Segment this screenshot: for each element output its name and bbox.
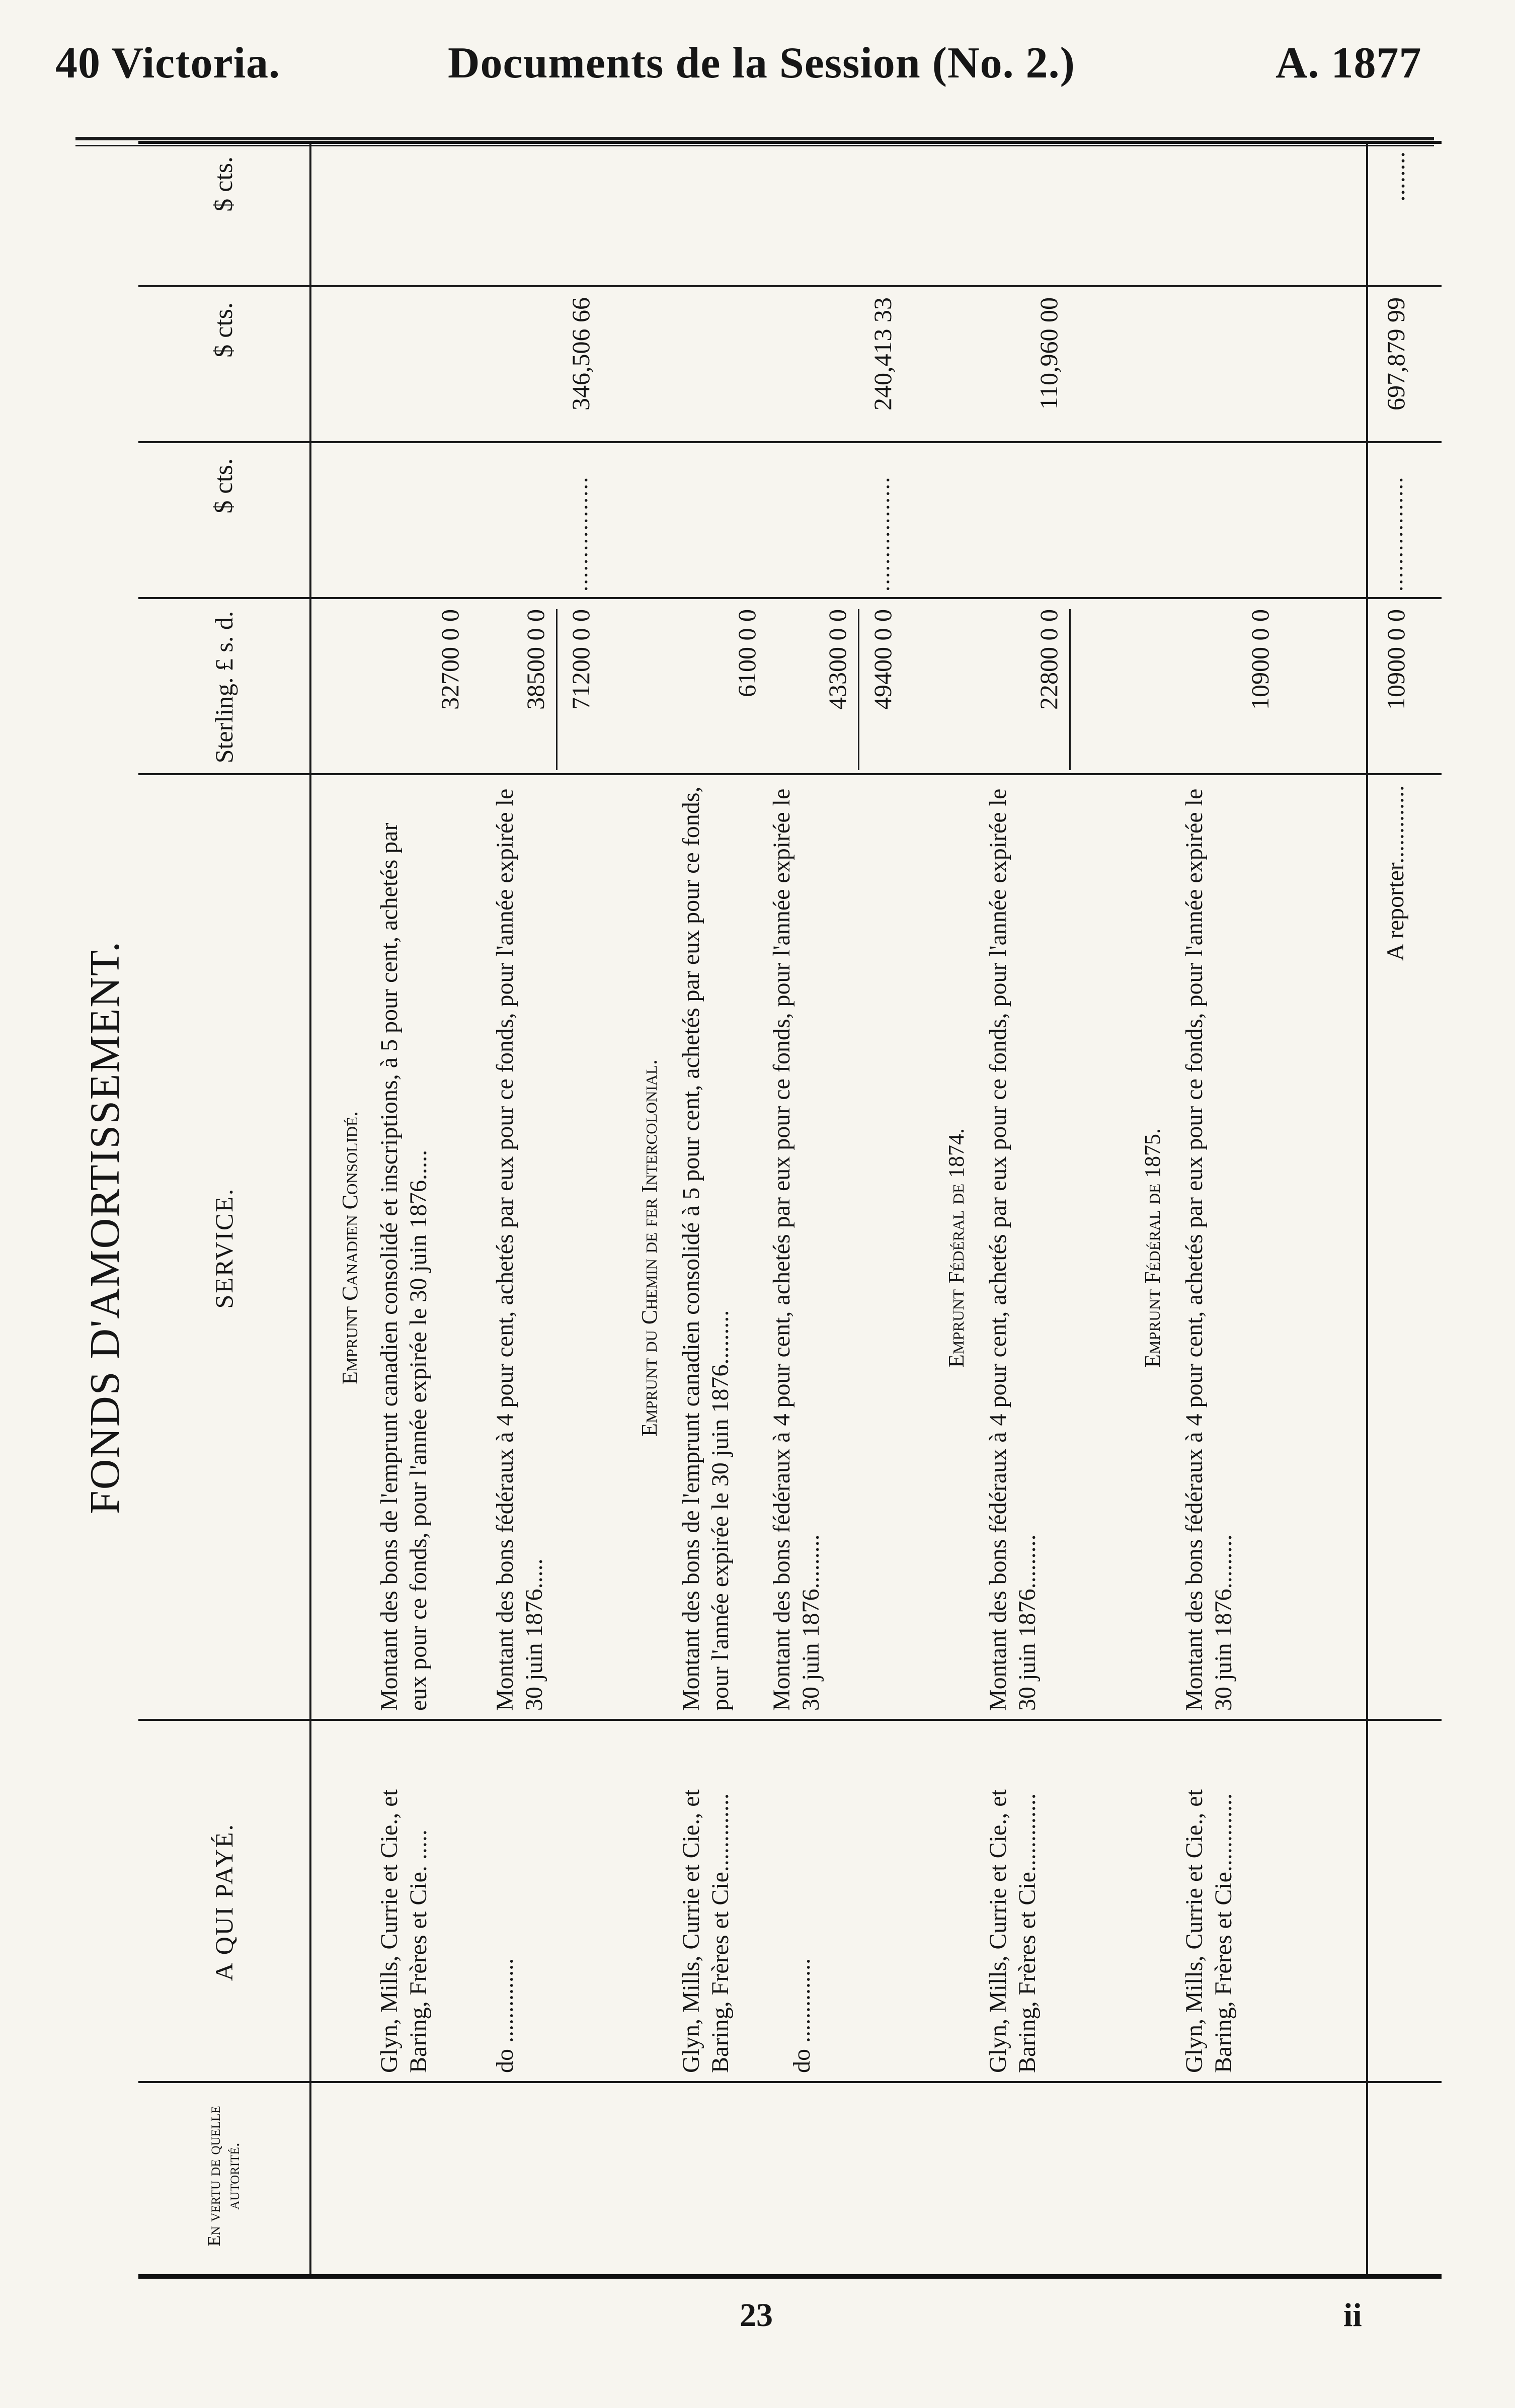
sinking-fund-table [138,141,1442,2279]
column-header-service: SERVICE. [209,1187,238,1309]
column-divider [138,597,1442,599]
subtotal-rule [858,609,859,770]
column-header-authority: En vertu de quelle autorité. [204,2106,243,2247]
leader-dots: ................. [868,476,894,592]
carry-forward-sterling: 10900 0 0 [1382,609,1410,710]
sterling-cell: 43300 0 0 [823,609,851,710]
section-heading: Emprunt Fédéral de 1874. [944,1128,969,1368]
carry-forward-col3: ........ [1382,151,1410,202]
sterling-subtotal: 71200 0 0 [567,609,595,710]
sterling-cell: 38500 0 0 [521,609,549,710]
sterling-cell: 22800 0 0 [1034,609,1063,710]
sterling-subtotal: 49400 0 0 [868,609,897,710]
leader-dots: ................. [1382,476,1407,592]
column-divider [138,2081,1442,2083]
service-cell: Montant des bons fédéraux à 4 pour cent, achetés par eux pour ce fonds, pour l'année expirée le 30 juin 1876..... [492,788,547,1711]
section-heading: Emprunt du Chemin de fer Intercolonial. [637,1059,662,1437]
carry-forward-total: 697,879 99 [1382,297,1410,410]
section-total: 240,413 33 [868,297,897,410]
header-year: A. 1877 [1275,39,1422,88]
rotated-table-panel [73,141,1442,2279]
payee-cell: Glyn, Mills, Currie et Cie., et Baring, Frères et Cie............. [1181,1789,1237,2073]
column-header-dollars-1: $ cts. [209,458,238,514]
section-total: 346,506 66 [567,297,595,410]
payee-cell: do .............. [492,1958,518,2073]
column-header-dollars-3: $ cts. [209,156,238,212]
subtotal-rule [556,609,557,770]
section-heading: Emprunt Fédéral de 1875. [1140,1128,1165,1368]
section-heading: Emprunt Canadien Consolidé. [338,1111,362,1385]
header-rule-thick [75,137,1434,140]
sterling-cell: 10900 0 0 [1246,609,1274,710]
carry-divider [1366,144,1368,2274]
header-divider [309,144,311,2274]
leader-dots: ................. [567,476,592,592]
payee-cell: do .............. [788,1958,815,2073]
sterling-cell: 6100 0 0 [733,609,761,697]
section-total: 110,960 00 [1034,297,1063,410]
service-cell: Montant des bons de l'emprunt canadien consolidé et inscriptions, à 5 pour cent, achetés par eux pour ce fonds, pour l'année expirée le 30 juin 1876..... [376,822,432,1711]
column-divider [138,1719,1442,1721]
page-title: FONDS D'AMORTISSEMENT. [82,941,128,1514]
service-cell: Montant des bons fédéraux à 4 pour cent, achetés par eux pour ce fonds, pour l'année expirée le 30 juin 1876......... [1181,788,1237,1711]
carry-forward-label: A reporter............. [1382,785,1409,961]
column-header-sterling: Sterling. £ s. d. [209,611,238,764]
service-cell: Montant des bons de l'emprunt canadien consolidé à 5 pour cent, achetés par eux pour ce fonds, pour l'année expirée le 30 juin 1876......... [678,786,734,1711]
service-cell: Montant des bons fédéraux à 4 pour cent, achetés par eux pour ce fonds, pour l'année expirée le 30 juin 1876......... [985,788,1041,1711]
payee-cell: Glyn, Mills, Currie et Cie., et Baring, Frères et Cie. ..... [376,1789,432,2073]
header-session-year: 40 Victoria. [55,39,281,88]
payee-cell: Glyn, Mills, Currie et Cie., et Baring, Frères et Cie............. [985,1789,1041,2073]
column-header-payee: A QUI PAYÉ. [209,1822,238,1981]
service-cell: Montant des bons fédéraux à 4 pour cent, achetés par eux pour ce fonds, pour l'année expirée le 30 juin 1876......... [768,788,824,1711]
sterling-cell: 32700 0 0 [436,609,464,710]
column-divider [138,441,1442,443]
column-header-dollars-2: $ cts. [209,302,238,358]
subtotal-rule [1069,609,1071,770]
column-divider [138,773,1442,775]
signature-mark: ii [1343,2297,1362,2334]
column-divider [138,285,1442,287]
page-number: 23 [740,2297,773,2334]
header-document-title: Documents de la Session (No. 2.) [448,39,1075,88]
payee-cell: Glyn, Mills, Currie et Cie., et Baring, Frères et Cie............. [678,1789,734,2073]
